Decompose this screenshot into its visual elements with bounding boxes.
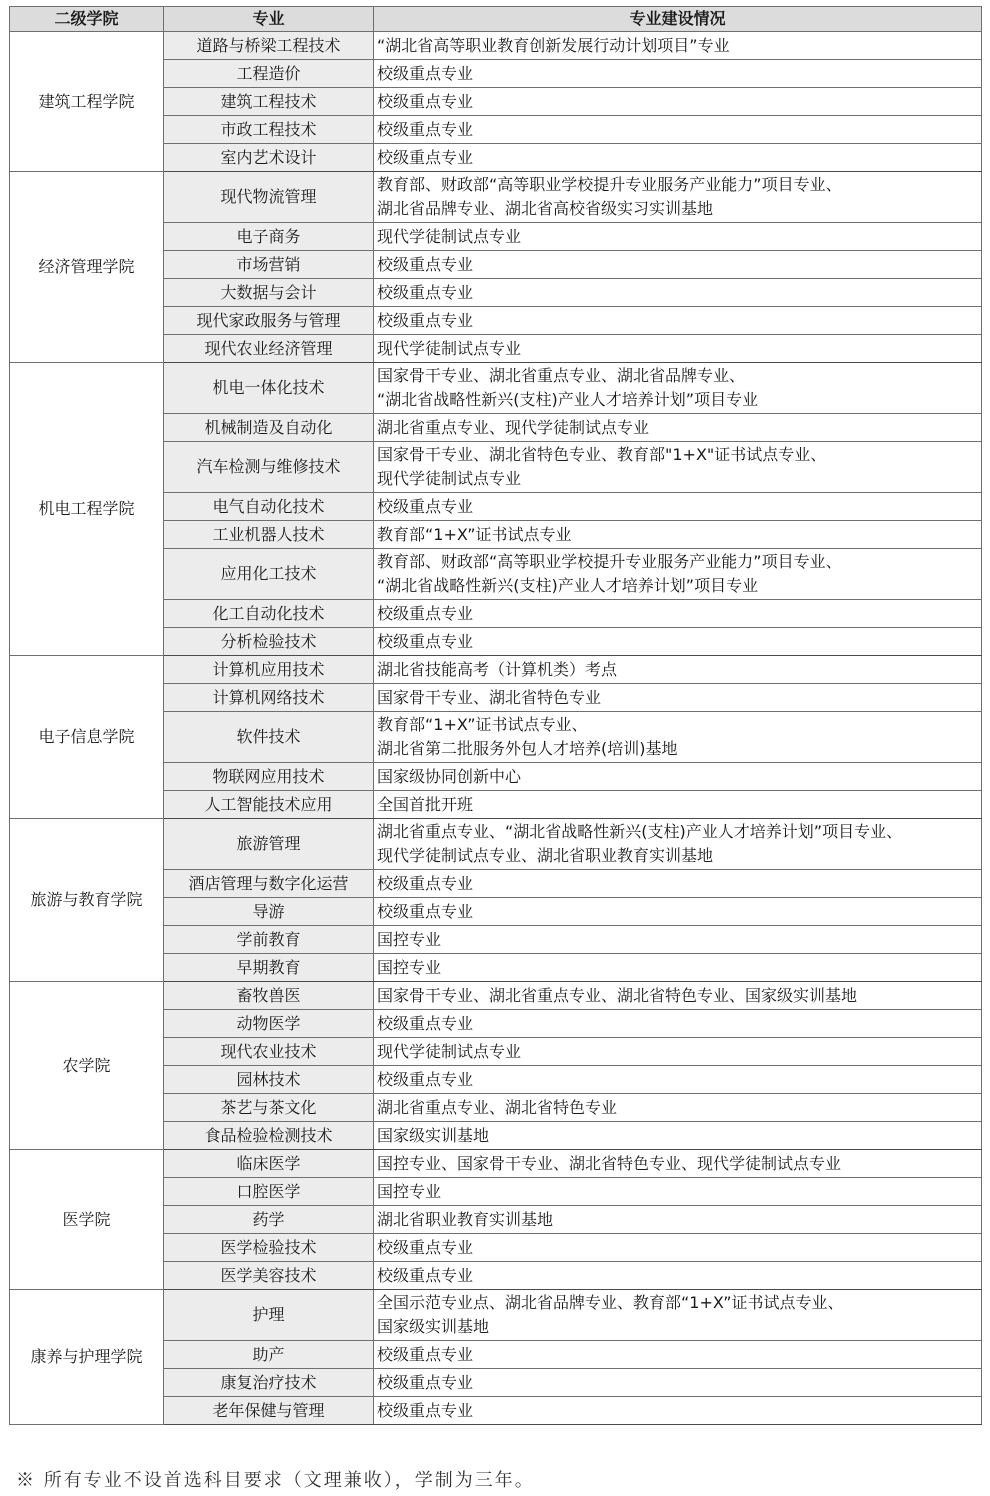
major-status <box>374 363 982 414</box>
status-line: 国家骨干专业、湖北省重点专业、湖北省品牌专业、 <box>377 366 746 385</box>
header-college: 二级学院 <box>10 7 164 32</box>
major-status <box>374 521 982 549</box>
major-name: 助产 <box>164 1341 374 1369</box>
major-status <box>374 1369 982 1397</box>
status-line: 国家级实训基地 <box>377 1125 490 1145</box>
major-status <box>374 763 982 791</box>
major-status <box>374 493 982 521</box>
major-name: 茶艺与茶文化 <box>164 1094 374 1122</box>
status-line: 湖北省重点专业、“湖北省战略性新兴(支柱)产业人才培养计划”项目专业、 <box>377 822 903 841</box>
major-name: 应用化工技术 <box>164 549 374 600</box>
status-line: 校级重点专业 <box>377 496 474 516</box>
major-status <box>374 144 982 172</box>
major-name: 导游 <box>164 898 374 926</box>
major-status <box>374 549 982 600</box>
status-line: 教育部、财政部“高等职业学校提升专业服务产业能力”项目专业、 <box>377 175 842 194</box>
header-major: 专业 <box>164 7 374 32</box>
status-line: 湖北省技能高考（计算机类）考点 <box>377 659 618 679</box>
major-name: 大数据与会计 <box>164 279 374 307</box>
table-row <box>10 172 982 223</box>
major-name: 机械制造及自动化 <box>164 414 374 442</box>
major-name: 药学 <box>164 1206 374 1234</box>
table-row <box>10 819 982 870</box>
status-line: 校级重点专业 <box>377 1400 474 1420</box>
major-status <box>374 1341 982 1369</box>
status-line: 现代学徒制试点专业 <box>377 226 522 246</box>
major-name: 学前教育 <box>164 926 374 954</box>
table-row <box>10 1150 982 1178</box>
major-status <box>374 88 982 116</box>
major-name: 旅游管理 <box>164 819 374 870</box>
status-line: 教育部、财政部“高等职业学校提升专业服务产业能力”项目专业、 <box>377 552 842 571</box>
major-name: 汽车检测与维修技术 <box>164 442 374 493</box>
status-line: 校级重点专业 <box>377 119 474 139</box>
status-line: 国家骨干专业、湖北省重点专业、湖北省特色专业、国家级实训基地 <box>377 985 858 1005</box>
major-status <box>374 1262 982 1290</box>
major-status <box>374 684 982 712</box>
college-name: 农学院 <box>10 982 164 1150</box>
major-name: 医学美容技术 <box>164 1262 374 1290</box>
major-name: 人工智能技术应用 <box>164 791 374 819</box>
major-name: 现代物流管理 <box>164 172 374 223</box>
college-name: 经济管理学院 <box>10 172 164 363</box>
major-name: 计算机应用技术 <box>164 656 374 684</box>
major-status <box>374 223 982 251</box>
major-name: 电气自动化技术 <box>164 493 374 521</box>
major-name: 市政工程技术 <box>164 116 374 144</box>
status-line: 国家骨干专业、湖北省特色专业、教育部"1+X"证书试点专业、 <box>377 445 827 464</box>
status-line: 校级重点专业 <box>377 91 474 111</box>
major-status <box>374 870 982 898</box>
major-status <box>374 1150 982 1178</box>
table-row <box>10 1290 982 1341</box>
status-line: 国家级协同创新中心 <box>377 766 522 786</box>
major-name: 食品检验检测技术 <box>164 1122 374 1150</box>
status-line: 教育部“1+X”证书试点专业、 <box>377 715 588 734</box>
status-line: 校级重点专业 <box>377 631 474 651</box>
major-status <box>374 335 982 363</box>
major-name: 口腔医学 <box>164 1178 374 1206</box>
major-status <box>374 898 982 926</box>
major-name: 分析检验技术 <box>164 628 374 656</box>
status-line: 校级重点专业 <box>377 282 474 302</box>
program-document <box>9 6 981 1425</box>
major-name: 护理 <box>164 1290 374 1341</box>
status-line: 湖北省职业教育实训基地 <box>377 1209 554 1229</box>
status-line: “湖北省战略性新兴(支柱)产业人才培养计划”项目专业 <box>377 390 759 409</box>
table-body <box>10 32 982 1425</box>
major-status <box>374 1010 982 1038</box>
major-name: 建筑工程技术 <box>164 88 374 116</box>
major-name: 室内艺术设计 <box>164 144 374 172</box>
major-status <box>374 791 982 819</box>
major-name: 康复治疗技术 <box>164 1369 374 1397</box>
status-line: 湖北省重点专业、现代学徒制试点专业 <box>377 417 650 437</box>
major-status <box>374 279 982 307</box>
status-line: 现代学徒制试点专业 <box>377 469 522 488</box>
status-line: 全国首批开班 <box>377 794 474 814</box>
major-status <box>374 600 982 628</box>
table-row <box>10 363 982 414</box>
major-name: 现代农业技术 <box>164 1038 374 1066</box>
major-name: 早期教育 <box>164 954 374 982</box>
major-status <box>374 307 982 335</box>
status-line: 教育部“1+X”证书试点专业 <box>377 524 572 544</box>
footnote: ※ 所有专业不设首选科目要求（文理兼收），学制为三年。 <box>16 1470 535 1491</box>
status-line: 校级重点专业 <box>377 603 474 623</box>
status-line: 现代学徒制试点专业 <box>377 338 522 358</box>
status-line: 国家骨干专业、湖北省特色专业 <box>377 687 602 707</box>
major-name: 酒店管理与数字化运营 <box>164 870 374 898</box>
status-line: 湖北省品牌专业、湖北省高校省级实习实训基地 <box>377 199 714 218</box>
status-line: 国家级实训基地 <box>377 1317 490 1336</box>
major-status <box>374 926 982 954</box>
major-name: 软件技术 <box>164 712 374 763</box>
header-status: 专业建设情况 <box>374 7 982 32</box>
status-line: “湖北省战略性新兴(支柱)产业人才培养计划”项目专业 <box>377 576 759 595</box>
major-name: 工程造价 <box>164 60 374 88</box>
major-name: 机电一体化技术 <box>164 363 374 414</box>
table-header <box>10 7 982 32</box>
major-status <box>374 819 982 870</box>
status-line: 国控专业 <box>377 929 442 949</box>
status-line: 校级重点专业 <box>377 1372 474 1392</box>
major-status <box>374 1290 982 1341</box>
table-row <box>10 32 982 60</box>
college-name: 机电工程学院 <box>10 363 164 656</box>
major-status <box>374 712 982 763</box>
table-row <box>10 982 982 1010</box>
status-line: 校级重点专业 <box>377 1069 474 1089</box>
status-line: 校级重点专业 <box>377 1237 474 1257</box>
major-name: 电子商务 <box>164 223 374 251</box>
college-name: 医学院 <box>10 1150 164 1290</box>
major-status <box>374 1066 982 1094</box>
major-status <box>374 1038 982 1066</box>
status-line: 校级重点专业 <box>377 1013 474 1033</box>
status-line: 湖北省第二批服务外包人才培养(培训)基地 <box>377 739 678 758</box>
major-name: 化工自动化技术 <box>164 600 374 628</box>
status-line: 校级重点专业 <box>377 63 474 83</box>
major-status <box>374 1178 982 1206</box>
status-line: 校级重点专业 <box>377 147 474 167</box>
major-status <box>374 982 982 1010</box>
status-line: 国控专业 <box>377 957 442 977</box>
major-name: 园林技术 <box>164 1066 374 1094</box>
table-row <box>10 656 982 684</box>
major-status <box>374 1122 982 1150</box>
status-line: 国控专业、国家骨干专业、湖北省特色专业、现代学徒制试点专业 <box>377 1153 842 1173</box>
major-status <box>374 954 982 982</box>
major-status <box>374 116 982 144</box>
major-status <box>374 32 982 60</box>
major-name: 物联网应用技术 <box>164 763 374 791</box>
status-line: 校级重点专业 <box>377 1265 474 1285</box>
major-name: 临床医学 <box>164 1150 374 1178</box>
major-status <box>374 414 982 442</box>
major-name: 医学检验技术 <box>164 1234 374 1262</box>
major-name: 道路与桥梁工程技术 <box>164 32 374 60</box>
status-line: 校级重点专业 <box>377 873 474 893</box>
major-status <box>374 172 982 223</box>
major-name: 动物医学 <box>164 1010 374 1038</box>
status-line: 现代学徒制试点专业、湖北省职业教育实训基地 <box>377 846 714 865</box>
major-status <box>374 1094 982 1122</box>
major-name: 现代农业经济管理 <box>164 335 374 363</box>
major-name: 计算机网络技术 <box>164 684 374 712</box>
status-line: 国控专业 <box>377 1181 442 1201</box>
college-name: 旅游与教育学院 <box>10 819 164 982</box>
major-status <box>374 251 982 279</box>
major-status <box>374 442 982 493</box>
major-status <box>374 1397 982 1425</box>
status-line: 湖北省重点专业、湖北省特色专业 <box>377 1097 618 1117</box>
college-name: 建筑工程学院 <box>10 32 164 172</box>
college-name: 康养与护理学院 <box>10 1290 164 1425</box>
major-status <box>374 1234 982 1262</box>
major-status <box>374 628 982 656</box>
major-status <box>374 656 982 684</box>
status-line: “湖北省高等职业教育创新发展行动计划项目”专业 <box>377 35 730 55</box>
college-name: 电子信息学院 <box>10 656 164 819</box>
major-name: 畜牧兽医 <box>164 982 374 1010</box>
major-name: 现代家政服务与管理 <box>164 307 374 335</box>
status-line: 全国示范专业点、湖北省品牌专业、教育部“1+X”证书试点专业、 <box>377 1293 844 1312</box>
status-line: 校级重点专业 <box>377 310 474 330</box>
major-name: 老年保健与管理 <box>164 1397 374 1425</box>
major-name: 工业机器人技术 <box>164 521 374 549</box>
status-line: 校级重点专业 <box>377 254 474 274</box>
major-status <box>374 60 982 88</box>
status-line: 校级重点专业 <box>377 1344 474 1364</box>
major-name: 市场营销 <box>164 251 374 279</box>
status-line: 现代学徒制试点专业 <box>377 1041 522 1061</box>
major-status <box>374 1206 982 1234</box>
status-line: 校级重点专业 <box>377 901 474 921</box>
program-table <box>9 6 982 1425</box>
